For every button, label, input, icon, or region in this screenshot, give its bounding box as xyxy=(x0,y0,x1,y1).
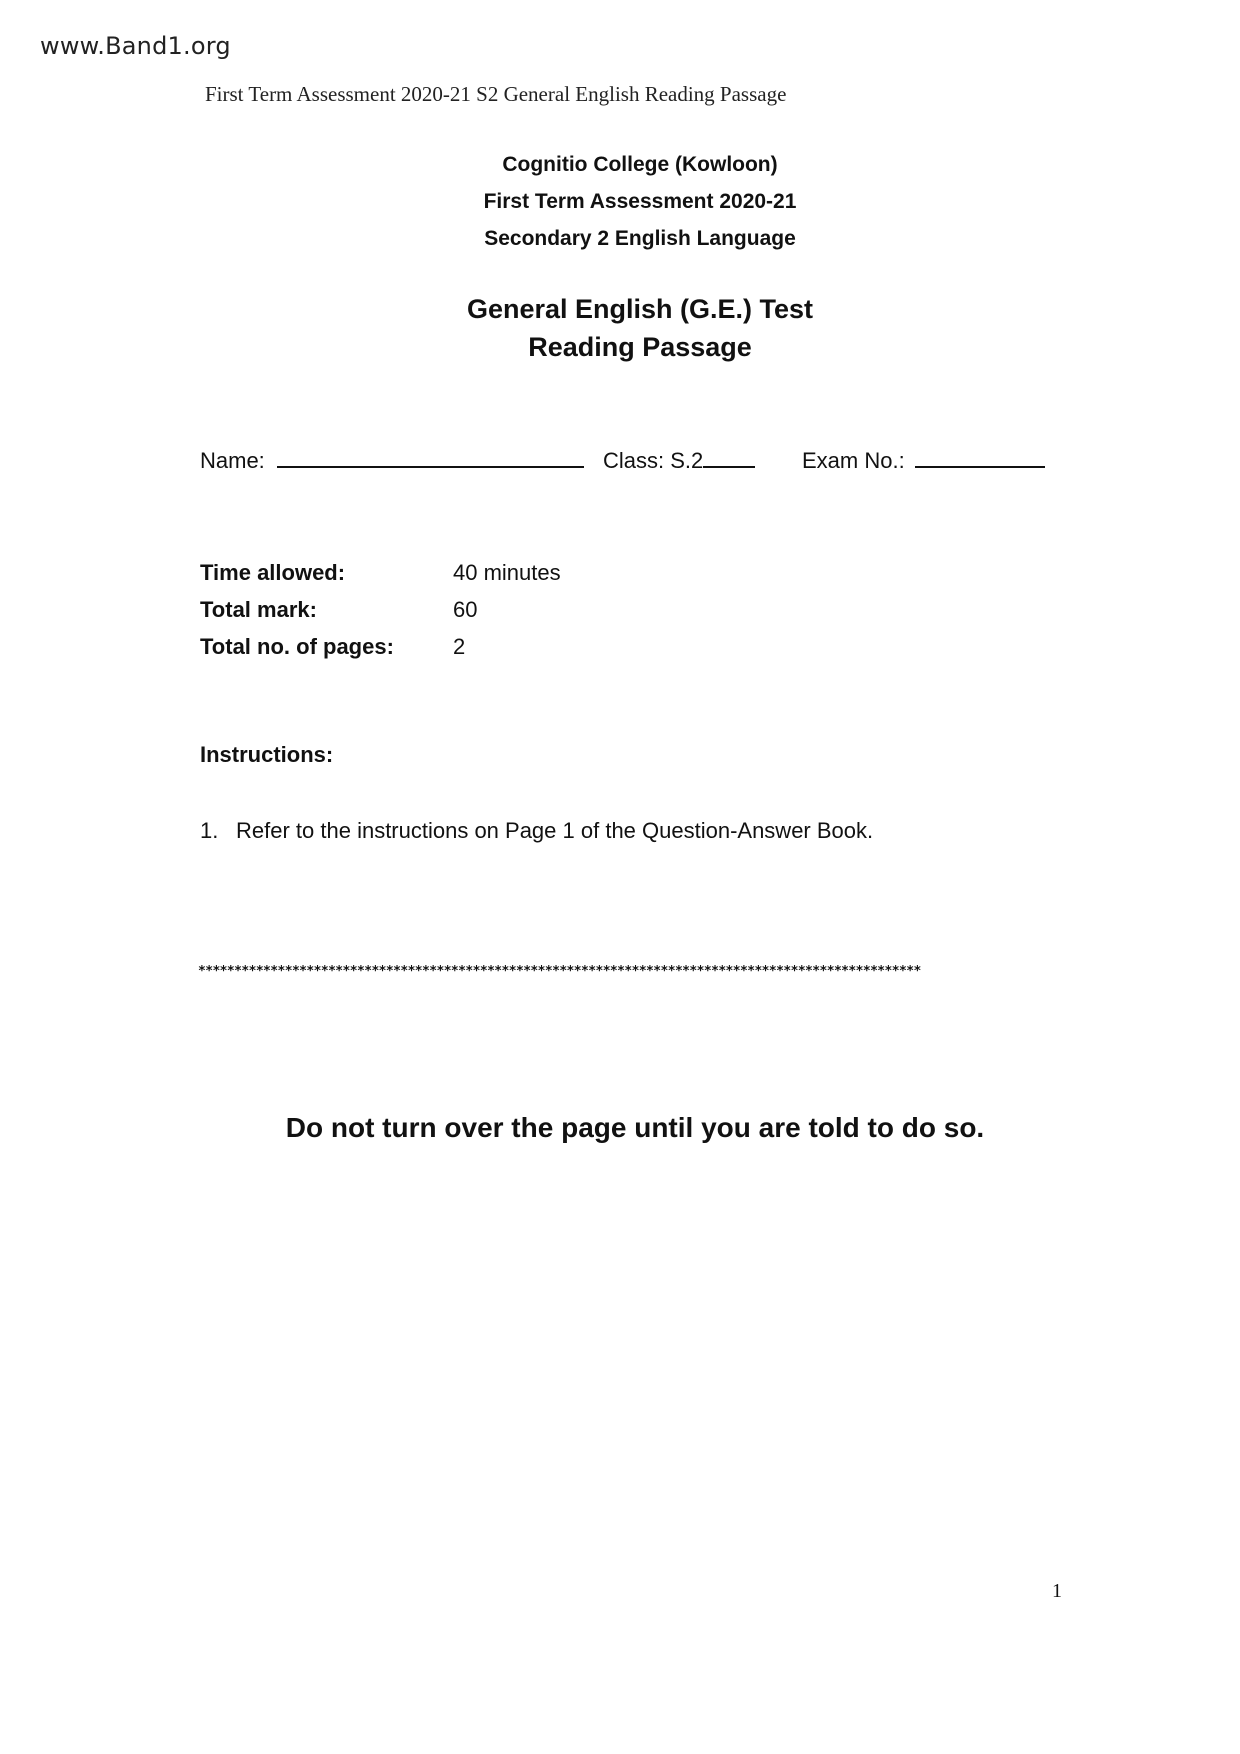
assessment-name: First Term Assessment 2020-21 xyxy=(483,190,797,213)
school-block xyxy=(0,146,1240,257)
instructions-heading: Instructions: xyxy=(200,742,334,767)
exam-no-field[interactable] xyxy=(802,444,1045,476)
page-number: 1 xyxy=(1052,1580,1062,1602)
total-pages-label: Total no. of pages: xyxy=(200,634,394,659)
warning-text: Do not turn over the page until you are told to do so. xyxy=(285,1112,985,1143)
time-allowed-value: 40 minutes xyxy=(453,560,561,585)
name-label: Name: xyxy=(200,448,265,473)
time-allowed-label: Time allowed: xyxy=(200,560,346,585)
test-title: General English (G.E.) Test xyxy=(466,294,814,324)
total-pages-value: 2 xyxy=(453,634,466,659)
class-blank[interactable] xyxy=(703,444,755,468)
exam-details xyxy=(200,554,561,665)
total-pages-row xyxy=(200,628,561,665)
total-mark-value: 60 xyxy=(453,597,478,622)
name-blank[interactable] xyxy=(277,444,584,468)
time-allowed-row xyxy=(200,554,561,591)
instruction-item xyxy=(200,818,873,844)
total-mark-row xyxy=(200,591,561,628)
subject-name: Secondary 2 English Language xyxy=(484,227,796,250)
exam-no-label: Exam No.: xyxy=(802,448,905,473)
running-header: First Term Assessment 2020-21 S2 General English Reading Passage xyxy=(205,82,787,106)
class-label: Class: S.2 xyxy=(603,448,704,473)
total-mark-label: Total mark: xyxy=(200,597,317,622)
class-field[interactable] xyxy=(603,444,755,476)
test-title-block xyxy=(0,290,1240,366)
watermark-url: www.Band1.org xyxy=(40,32,231,60)
exam-no-blank[interactable] xyxy=(915,444,1045,468)
instruction-number: 1. xyxy=(200,818,219,843)
school-name: Cognitio College (Kowloon) xyxy=(502,153,778,176)
star-separator: **************************************************************************************************** xyxy=(198,964,921,979)
name-field[interactable] xyxy=(200,444,584,476)
instruction-text: Refer to the instructions on Page 1 of the Question-Answer Book. xyxy=(236,818,874,843)
test-subtitle: Reading Passage xyxy=(528,332,752,362)
